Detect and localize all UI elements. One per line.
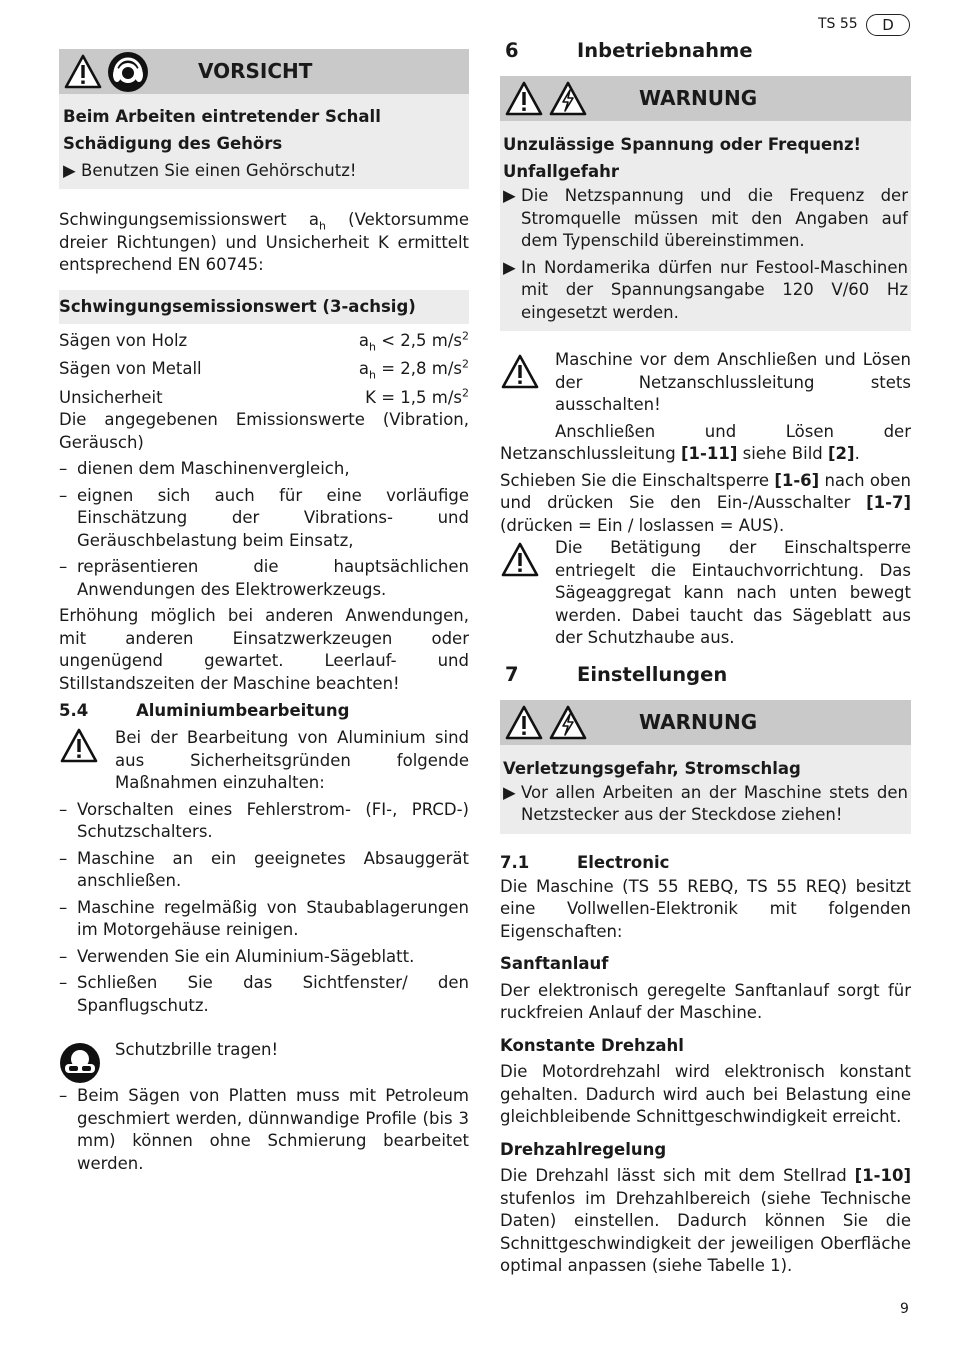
emission-list [59,458,469,601]
lock-note: Die Betätigung der Einschaltsperre entriegelt die Eintauchvorrichtung. Das Sägeaggregat kann nach unten bewegt werden. Dabei taucht das Sägeblatt aus der Schutzhaube aus. [500,537,911,650]
electric-hazard-icon [548,80,588,117]
section-7-heading [500,664,911,692]
plates-item: – Beim Sägen von Platten muss mit Petroleum geschmiert werden, dünnwandige Profile (bis 3 mm) können ohne Schmierung bearbeitet werden. [59,1086,469,1173]
caution-box [59,49,469,189]
vibration-intro: Schwingungsemissionswert $a_h$ (Vektorsumme dreier Richtungen) und Unsicherheit K ermittelt entsprechend EN 60745: [59,210,469,274]
warning-box-2-line1: Verletzungsgefahr, Stromschlag [503,758,801,778]
section-6-number: 6 [505,39,519,62]
bullet-arrow-icon: ▶ [63,161,76,180]
warning-box-2-title: WARNUNG [639,709,758,734]
warning-box-1-line2: Unfallgefahr [503,162,619,181]
soft-start-text: Der elektronisch geregelte Sanftanlauf sorgt für ruckfreien Anlauf der Maschine. [500,980,911,1022]
caution-line2: Schädigung des Gehörs [63,134,283,153]
list-item: ▶ In Nordamerika dürfen nur Festool-Maschinen mit der Spannungsangabe 120 V/60 Hz eingesetzt werden. [503,257,908,325]
list-item: ▶ Die Netzspannung und die Frequenz der Stromquelle müssen mit den Angaben auf dem Typenschild übereinstimmen. [503,185,908,253]
caution-title-bar [59,49,469,94]
section-6-title: Inbetriebnahme [577,39,753,62]
list-item: – dienen dem Maschinenvergleich, [59,459,350,478]
alu-list [59,799,469,1018]
speed-control-title: Drehzahlregelung [500,1139,667,1159]
list-item: – Schließen Sie das Sichtfenster/ den Spanflugschutz. [59,973,469,1015]
header-model: TS 55 [818,16,858,32]
section-5-4-heading [59,700,469,724]
list-item: – Verwenden Sie ein Aluminium-Sägeblatt. [59,946,415,966]
section-5-4-title: Aluminiumbearbeitung [136,701,350,720]
list-item: – eignen sich auch für eine vorläufige Einschätzung der Vibrations- und Geräuschbelastung beim Einsatz, [59,485,469,550]
bullet-arrow-icon: ▶ [503,257,516,277]
section-7-1-heading [500,852,911,876]
warning-box-1-list [503,185,908,324]
section-7-title: Einstellungen [577,662,728,686]
warning-box-2 [500,700,911,834]
ear-protection-icon [107,51,149,93]
alu-warning: Bei der Bearbeitung von Aluminium sind aus Sicherheitsgründen folgende Maßnahmen einzuhalten: [59,727,469,795]
bullet-arrow-icon: ▶ [503,186,516,205]
table-row: Sägen von Metall $a_h = 2,8$ $m/s^2$ [59,357,469,382]
emission-intro: Die angegebenen Emissionswerte (Vibration, Geräusch) [59,410,469,452]
section-6-heading [500,40,911,68]
table-row: Unsicherheit K = 1,5 $m/s^2$ [59,386,469,407]
constant-speed-title: Konstante Drehzahl [500,1035,684,1055]
left-column [59,49,469,1175]
soft-start-title: Sanftanlauf [500,954,609,973]
increase-note: Erhöhung möglich bei anderen Anwendungen, mit anderen Einsatzwerkzeugen oder ungenügend gewartet. Leerlauf- und Stillstandszeiten der Maschine beachten! [59,606,469,693]
safety-goggles-icon [59,1042,101,1084]
warning-triangle-icon [504,80,544,117]
warning-box-1-line1: Unzulässige Spannung oder Frequenz! [503,135,862,154]
bullet-arrow-icon: ▶ [503,782,516,802]
list-item: – Maschine regelmäßig von Staubablagerungen im Motorgehäuse reinigen. [59,897,469,939]
list-item: ▶ Vor allen Arbeiten an der Maschine stets den Netzstecker aus der Steckdose ziehen! [503,782,908,827]
warning-box-2-list [503,782,908,827]
warning-triangle-icon [504,704,544,741]
table-row: Sägen von Holz $a_h < 2,5$ $m/s^2$ [59,329,469,353]
page-number: 9 [900,1301,909,1317]
warning-box-1-title: WARNUNG [639,86,758,110]
right-column [500,40,911,1278]
electric-hazard-icon [548,704,588,741]
section-5-4-number: 5.4 [59,701,89,720]
warning-triangle-icon [500,353,540,390]
warning-triangle-icon [63,53,103,90]
connect-text: Anschließen und Lösen der Netzanschlussleitung [1-11] siehe Bild [2]. [500,421,911,463]
vibration-table [59,324,469,410]
warning-box-1-title-bar [500,76,911,121]
caution-title: VORSICHT [198,59,313,83]
warning-triangle-icon [59,727,99,764]
warning-box-1 [500,76,911,331]
list-item: – Vorschalten eines Fehlerstrom- (FI-, PRCD-) Schutzschalters. [59,799,469,841]
electronic-intro: Die Maschine (TS 55 REBQ, TS 55 REQ) besitzt eine Vollwellen-Elektronik mit folgenden Eigenschaften: [500,876,911,941]
section-7-1-number: 7.1 [500,852,530,872]
goggles-note: Schutzbrille tragen! [59,1039,469,1085]
warning-triangle-icon [500,541,540,578]
list-item: – repräsentieren die hauptsächlichen Anwendungen des Elektrowerkzeugs. [59,557,469,599]
vibration-table-heading: Schwingungsemissionswert (3-achsig) [59,290,469,324]
caution-action: ▶ Benutzen Sie einen Gehörschutz! [63,157,465,184]
switch-text: Schieben Sie die Einschaltsperre [1-6] nach oben und drücken Sie den Ein-/Ausschalter [1-7] (drücken = Ein / loslassen = AUS). [500,470,912,535]
language-badge: D [866,14,910,36]
warning-box-2-title-bar [500,700,911,745]
caution-line1: Beim Arbeiten eintretender Schall [63,107,381,126]
speed-control-text: Die Drehzahl lässt sich mit dem Stellrad [1-10] stufenlos im Drehzahlbereich (siehe Technische Daten) einstellen. Dadurch können Sie die Schnittgeschwindigkeit der jeweiligen Oberfläche optimal anpassen (siehe Tabelle 1). [500,1166,911,1275]
section-7-1-title: Electronic [577,852,670,872]
section-7-number: 7 [505,662,519,686]
caution-switch-note: Maschine vor dem Anschließen und Lösen der Netzanschlussleitung stets ausschalten! [500,349,911,417]
constant-speed-text: Die Motordrehzahl wird elektronisch konstant gehalten. Dadurch wird auch bei Belastung eine gleichbleibende Schnittgeschwindigkeit erreicht. [500,1062,911,1126]
list-item: – Maschine an ein geeignetes Absauggerät anschließen. [59,848,469,890]
